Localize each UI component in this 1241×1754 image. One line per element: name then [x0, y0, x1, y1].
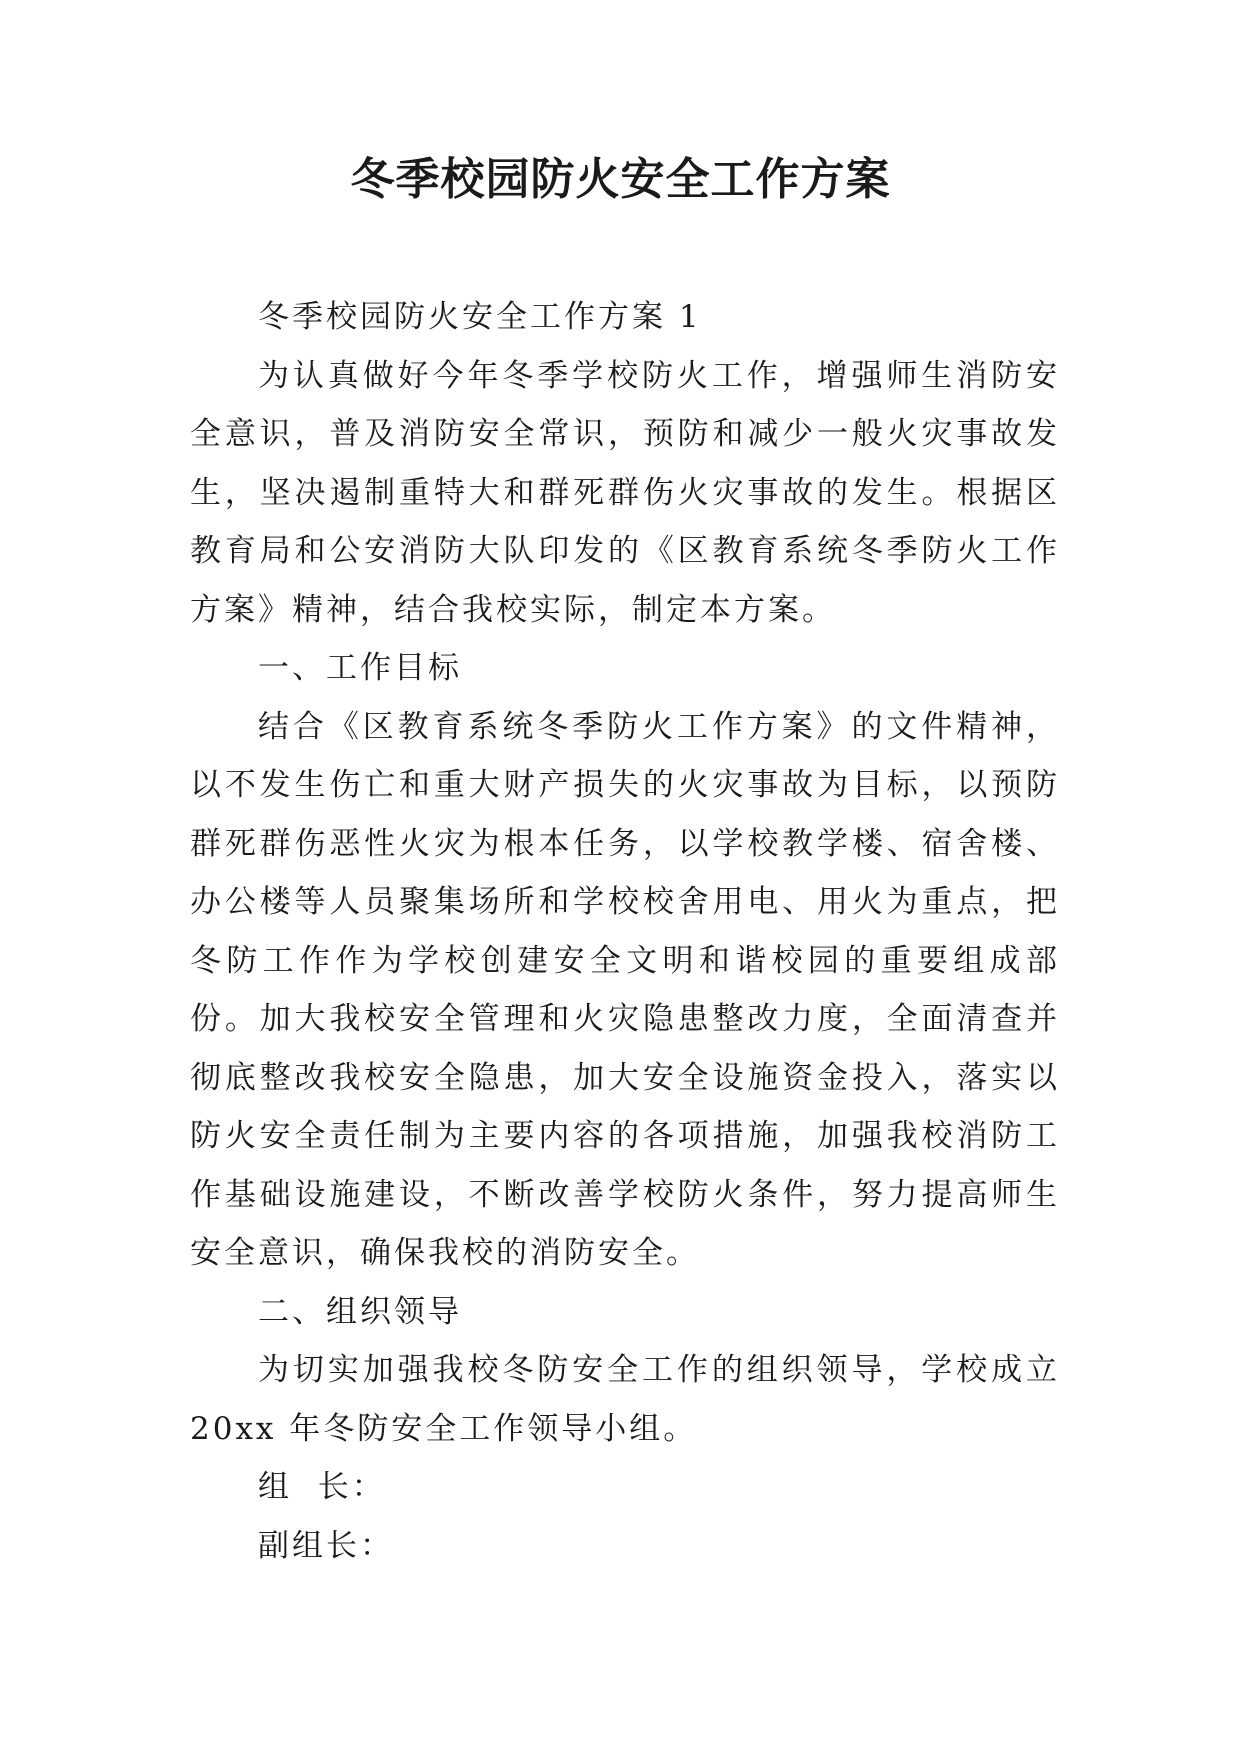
deputy-leader-line: 副组长： [258, 1527, 394, 1564]
group-leader-line: 组 长： [258, 1469, 386, 1505]
document-title: 冬季校园防火安全工作方案 [350, 154, 891, 205]
intro-paragraph: 为认真做好今年冬季学校防火工作，增强师生消防安全意识，普及消防安全常识，预防和减少一般火灾事故发生，坚决遏制重特大和群死群伤火灾事故的发生。根据区教育局和公安消防大队印发的《区教育系统冬季防火工作方案》精神，结合我校实际，制定本方案。 [190, 357, 1060, 628]
leadership-paragraph: 为切实加强我校冬防安全工作的组织领导，学校成立 20xx 年冬防安全工作领导小组。 [190, 1352, 1060, 1447]
section-heading-leadership: 二、组织领导 [258, 1293, 462, 1330]
document-body [190, 288, 1060, 1575]
goals-paragraph: 结合《区教育系统冬季防火工作方案》的文件精神，以不发生伤亡和重大财产损失的火灾事故为目标，以预防群死群伤恶性火灾为根本任务，以学校教学楼、宿舍楼、办公楼等人员聚集场所和学校校舍用电、用火为重点，把冬防工作作为学校创建安全文明和谐校园的重要组成部份。加大我校安全管理和火灾隐患整改力度，全面清查并彻底整改我校安全隐患，加大安全设施资金投入，落实以防火安全责任制为主要内容的各项措施，加强我校消防工作基础设施建设，不断改善学校防火条件，努力提高师生安全意识，确保我校的消防安全。 [190, 708, 1060, 1271]
section-heading-goals: 一、工作目标 [258, 650, 462, 686]
section-subtitle: 冬季校园防火安全工作方案 1 [258, 299, 702, 335]
